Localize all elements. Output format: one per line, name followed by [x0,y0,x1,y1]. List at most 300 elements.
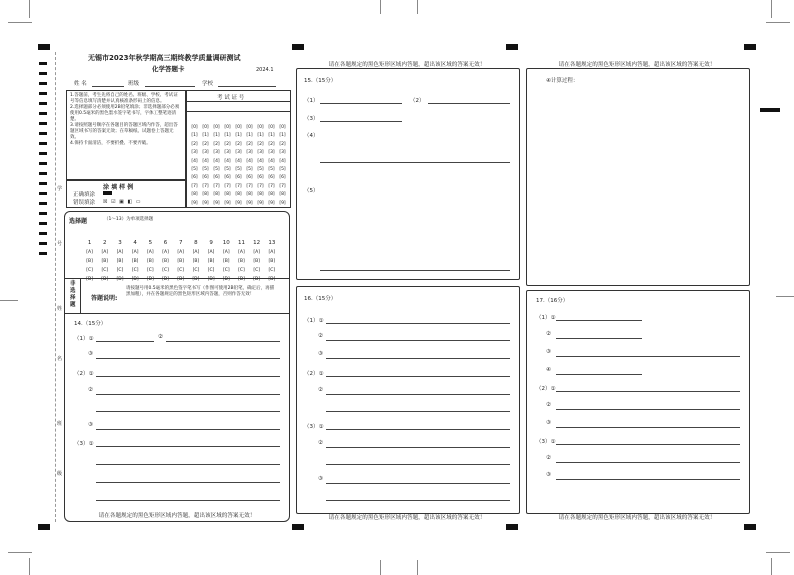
mc-option-bubble[interactable]: [B] [268,259,276,264]
exam-id-bubble[interactable]: [0] [257,125,264,130]
exam-id-bubble[interactable]: [2] [257,141,264,147]
q17-title: 17.（16分） [536,298,569,304]
mc-question-number: 10 [222,240,230,246]
exam-id-bubble[interactable]: [2] [202,141,209,147]
timing-mark [39,182,47,185]
divider [187,111,290,112]
mc-question-number: 4 [133,240,137,246]
fill-sample-title: 涂 填 样 例 [103,184,134,191]
answer-line[interactable] [556,462,740,463]
divider [187,101,290,102]
fill-sample-box [66,180,186,208]
boundary-notice: 请在各题规定的黑色矩形区域内答题，超出该区域的答案无效！ [328,62,486,68]
q17-part: ② [546,455,551,461]
exam-id-bubble[interactable]: [4] [246,158,253,164]
school-label: 学校 [202,81,214,87]
exam-id-bubble[interactable]: [6] [191,175,198,181]
mc-option-bubble[interactable]: [A] [222,250,230,255]
q15-part: （3） [304,116,319,122]
mc-option-bubble[interactable]: [A] [162,250,169,255]
mc-option-bubble[interactable]: [A] [101,250,109,255]
exam-id-bubble[interactable]: [5] [246,166,253,172]
exam-id-bubble[interactable]: [0] [191,125,198,130]
q16-part: ③ [318,476,323,482]
exam-id-bubble[interactable]: [2] [268,141,275,147]
exam-id-bubble[interactable]: [7] [235,183,242,189]
exam-id-bubble[interactable]: [8] [257,192,264,198]
q14-part: （1）① [74,336,94,342]
mc-question-number: 12 [253,240,261,246]
exam-id-bubble[interactable]: [5] [213,166,220,172]
exam-id-bubble[interactable]: [4] [268,158,275,164]
exam-id-bubble[interactable]: [8] [202,192,209,198]
exam-id-bubble[interactable]: [5] [268,166,275,172]
exam-id-bubble[interactable]: [7] [224,183,231,189]
mc-option-bubble[interactable]: [A] [147,250,154,255]
margin-label: 号 [57,241,63,247]
timing-mark [39,122,47,125]
mc-section [66,214,286,282]
q17-part: ④ [546,367,551,373]
wrong-fill-example: ☒ ☑ ▣ ◧ ▭ [103,199,142,205]
answer-line[interactable] [326,323,510,324]
exam-id-bubble[interactable]: [7] [246,183,253,189]
exam-id-bubble[interactable]: [5] [235,166,242,172]
mc-option-bubble[interactable]: [C] [222,268,230,273]
exam-id-row [189,121,289,139]
exam-id-bubble[interactable]: [9] [279,200,286,206]
mc-option-bubble[interactable]: [C] [207,268,215,273]
exam-id-bubble[interactable]: [8] [246,192,253,198]
answer-line[interactable] [326,447,510,448]
exam-id-row [189,155,289,172]
exam-id-bubble[interactable]: [1] [246,133,253,139]
crop-mark [0,300,18,301]
exam-id-bubble[interactable]: [8] [268,192,275,198]
exam-id-bubble[interactable]: [8] [224,192,231,198]
instruction-list [67,91,185,149]
q15-continued-box [526,68,750,286]
q16-title: 16.（15分） [304,296,337,302]
instruction-item: 3.请按照题号顺序在各题目的答题区域内作答，超出答题区域书写的答案无效；在草稿纸、试题卷上答题无效。 [70,123,178,140]
exam-id-bubble[interactable]: [3] [257,150,264,156]
q17-part: ③ [546,420,551,426]
wrong-fill-label: 错误填涂 [73,200,96,206]
q16-part: ② [318,387,323,393]
q15-part: （1） [304,98,319,104]
mc-note: （1～13）为单项选择题 [104,217,154,222]
crop-mark [771,558,772,575]
name-field[interactable] [92,86,124,87]
exam-id-row [189,189,289,206]
exam-id-bubble[interactable]: [5] [202,166,209,172]
crop-mark [8,22,32,23]
name-label: 姓 名 [74,81,87,87]
answer-line[interactable] [96,358,280,359]
exam-id-bubble[interactable]: [0] [224,125,231,130]
q17-part: ② [546,402,551,408]
exam-id-bubble[interactable]: [1] [235,133,242,139]
timing-mark [39,132,47,135]
exam-id-bubble[interactable]: [1] [213,133,220,139]
answer-line[interactable] [320,121,402,122]
mc-option-bubble[interactable]: [A] [116,250,124,255]
q14-part: ② [158,334,163,340]
answer-line[interactable] [556,479,740,480]
exam-id-bubble[interactable]: [3] [235,150,242,156]
answer-line[interactable] [556,427,740,428]
mc-question-number: 2 [103,240,107,246]
mc-option-bubble[interactable]: [C] [253,268,260,273]
answer-line[interactable] [96,429,280,430]
exam-id-bubble[interactable]: [0] [279,125,286,130]
answer-line[interactable] [326,411,510,412]
mc-grid[interactable] [82,229,286,282]
q15-part: （5） [304,188,319,194]
mc-title: 选择题 [69,218,88,225]
exam-id-bubble[interactable]: [6] [202,175,209,181]
mc-question-number: 5 [148,240,153,246]
timing-mark [39,92,47,95]
class-field[interactable] [145,86,195,87]
answer-line[interactable] [326,464,510,465]
exam-date: 2024.1 [256,67,274,73]
mc-option-bubble[interactable]: [A] [192,250,200,255]
mc-option-bubble[interactable]: [A] [131,250,139,255]
exam-id-bubble[interactable]: [0] [213,125,220,130]
exam-id-bubble[interactable]: [9] [235,200,242,206]
exam-id-bubble[interactable]: [9] [246,200,253,206]
divider [80,279,81,313]
answer-line[interactable] [326,394,510,395]
exam-id-bubble[interactable]: [4] [202,158,209,164]
answer-line[interactable] [96,341,154,342]
exam-id-bubble[interactable]: [1] [224,133,231,139]
exam-id-bubble[interactable]: [1] [268,133,275,139]
mc-option-bubble[interactable]: [C] [238,268,245,273]
exam-id-bubble[interactable]: [7] [213,183,220,189]
correct-fill-example [103,191,112,195]
exam-id-bubble[interactable]: [2] [224,141,231,147]
exam-id-row [189,138,289,156]
answer-line[interactable] [556,356,740,357]
answer-line[interactable] [320,103,402,104]
answer-line[interactable] [326,483,510,484]
boundary-notice: 请在各题规定的黑色矩形区域内答题，超出该区域的答案无效！ [98,513,256,519]
answer-line[interactable] [326,429,510,430]
mc-option-bubble[interactable]: [C] [192,268,200,273]
nonmc-side-label: 非选择题 [70,281,76,308]
q15-part: （4） [304,133,319,139]
divider [64,313,290,314]
mc-question-number: 1 [87,240,92,246]
exam-id-bubble[interactable]: [7] [257,183,264,189]
exam-id-grid[interactable] [189,113,289,206]
q17-part: ③ [546,349,551,355]
exam-id-bubble[interactable]: [8] [213,192,220,198]
exam-id-bubble[interactable]: [6] [224,175,231,181]
exam-id-bubble[interactable]: [0] [268,125,275,130]
page-title: 无锡市2023年秋学期高三期终教学质量调研测试 [88,54,241,62]
position-mark [38,44,50,50]
mc-option-bubble[interactable]: [C] [162,268,169,273]
mc-option-bubble[interactable]: [D] [268,277,276,282]
exam-id-bubble[interactable]: [9] [213,200,220,206]
mc-option-bubble[interactable]: [A] [207,250,215,255]
answer-line[interactable] [96,376,280,377]
mc-option-bubble[interactable]: [D] [222,277,230,282]
mc-option-bubble[interactable]: [C] [116,268,124,273]
instruction-item: 2.选择题部分必须使用2B铅笔填涂；非选择题部分必须使用0.5毫米的黑色墨水签字笔书写，字体工整笔迹清楚。 [70,105,180,122]
answer-line[interactable] [96,482,280,483]
mc-option-bubble[interactable]: [D] [131,277,139,282]
timing-mark [39,222,47,225]
q14-title: 14.（15分） [74,321,107,327]
instruction-item: 4.保持卡面清洁，不要折叠、不要弄破。 [70,141,151,146]
exam-id-bubble[interactable]: [4] [191,158,198,164]
exam-id-bubble[interactable]: [6] [279,175,286,181]
exam-id-bubble[interactable]: [7] [268,183,275,189]
exam-id-bubble[interactable]: [2] [235,141,242,147]
mc-option-bubble[interactable]: [C] [147,268,154,273]
mc-number-row [82,229,286,246]
mc-option-bubble[interactable]: [B] [177,259,185,264]
mc-option-bubble[interactable]: [A] [268,250,276,255]
exam-id-bubble[interactable]: [9] [268,200,275,206]
mc-option-bubble[interactable]: [D] [146,277,154,282]
exam-id-bubble[interactable]: [5] [191,166,198,172]
exam-id-bubble[interactable]: [1] [191,133,198,139]
mc-option-bubble[interactable]: [B] [131,259,139,264]
mc-question-number: 7 [178,240,183,246]
mc-option-bubble[interactable]: [B] [116,259,124,264]
mc-option-bubble[interactable]: [D] [207,277,215,282]
mc-option-bubble[interactable]: [C] [101,268,109,273]
mc-option-bubble[interactable]: [A] [238,250,245,255]
answer-line[interactable] [166,341,280,342]
timing-mark [39,202,47,205]
nonmc-label: 答题说明: [91,295,118,302]
mc-option-bubble[interactable]: [D] [177,277,185,282]
exam-id-bubble[interactable]: [7] [202,183,209,189]
mc-option-bubble[interactable]: [B] [162,259,169,264]
mc-option-bubble[interactable]: [D] [116,277,124,282]
q16-part: ② [318,333,323,339]
exam-id-bubble[interactable]: [7] [279,183,286,189]
exam-id-bubble[interactable]: [4] [235,158,242,164]
instructions-box [66,90,186,180]
timing-mark [39,72,47,75]
exam-id-bubble[interactable]: [6] [257,175,264,181]
exam-id-bubble[interactable]: [2] [279,141,286,147]
exam-id-bubble[interactable]: [8] [191,192,198,198]
exam-id-bubble[interactable]: [0] [235,125,242,130]
position-mark [744,524,756,530]
q14-part: ③ [88,422,93,428]
exam-id-bubble[interactable]: [3] [213,150,220,156]
exam-id-bubble[interactable]: [5] [257,166,264,172]
exam-id-bubble[interactable]: [4] [213,158,220,164]
exam-id-bubble[interactable]: [8] [279,192,286,198]
exam-id-bubble[interactable]: [4] [224,158,231,164]
calc-process-label: ④计算过程： [546,78,579,84]
exam-id-bubble[interactable]: [1] [279,133,286,139]
mc-option-bubble[interactable]: [B] [222,259,230,264]
q16-box [296,286,520,514]
crop-mark [29,0,30,18]
exam-id-row [189,147,289,164]
margin-label: 班 [57,421,63,427]
answer-line[interactable] [320,270,510,271]
answer-line[interactable] [428,103,510,104]
exam-id-bubble[interactable]: [3] [246,150,253,156]
exam-id-bubble[interactable]: [2] [246,141,253,147]
mc-option-bubble[interactable]: [B] [207,259,215,264]
exam-id-bubble[interactable]: [5] [224,166,231,172]
mc-option-bubble[interactable]: [D] [101,277,109,282]
exam-id-bubble[interactable]: [4] [279,158,286,164]
position-mark [744,44,756,50]
crop-mark [771,0,772,18]
answer-line[interactable] [326,340,510,341]
q16-part: ③ [318,351,323,357]
answer-line[interactable] [96,464,280,465]
timing-mark [39,192,47,195]
answer-line[interactable] [556,409,740,410]
mc-option-bubble[interactable]: [D] [162,277,170,282]
exam-id-bubble[interactable]: [9] [257,200,264,206]
exam-id-bubble[interactable]: [3] [224,150,231,156]
mc-option-bubble[interactable]: [C] [86,268,93,273]
crop-mark [417,560,418,575]
mc-option-bubble[interactable]: [B] [86,259,93,264]
exam-id-bubble[interactable]: [3] [202,150,209,156]
crop-mark [766,22,790,23]
mc-option-bubble[interactable]: [B] [147,259,154,264]
exam-id-bubble[interactable]: [9] [202,200,209,206]
mc-option-bubble[interactable]: [B] [101,259,109,264]
mc-question-number: 13 [268,240,276,246]
exam-id-bubble[interactable]: [6] [235,175,242,181]
correct-fill-label: 正确填涂 [73,192,96,198]
answer-line[interactable] [96,411,280,412]
exam-id-bubble[interactable]: [8] [235,192,242,198]
crop-mark [380,0,381,14]
timing-marks [39,62,47,262]
timing-mark [39,242,47,245]
mc-option-bubble[interactable]: [D] [237,277,245,282]
answer-line[interactable] [96,446,280,447]
q14-part: （2）① [74,371,94,377]
exam-id-bubble[interactable]: [4] [257,158,264,164]
timing-mark [39,252,47,255]
timing-mark [39,102,47,105]
q16-part: （1）① [304,318,324,324]
q15-part: （2） [410,98,425,104]
answer-line[interactable] [556,391,740,392]
answer-line[interactable] [556,374,642,375]
margin-label: 级 [57,471,63,477]
exam-id-bubble[interactable]: [0] [202,125,209,130]
mc-question-number: 11 [237,240,245,246]
exam-id-bubble[interactable]: [2] [213,141,220,147]
exam-id-row [189,180,289,198]
exam-id-bubble[interactable]: [1] [257,133,264,139]
exam-id-bubble[interactable]: [6] [213,175,220,181]
exam-id-row [189,172,289,189]
mc-option-bubble[interactable]: [D] [86,277,94,282]
mc-option-bubble[interactable]: [B] [238,259,245,264]
answer-line[interactable] [96,394,280,395]
answer-line[interactable] [326,358,510,359]
mc-option-bubble[interactable]: [A] [86,250,93,255]
exam-id-bubble[interactable]: [3] [191,150,198,156]
exam-id-box [186,90,291,208]
q17-box [526,290,750,514]
mc-question-number: 8 [194,240,198,246]
exam-id-bubble[interactable]: [9] [191,200,198,206]
answer-line[interactable] [326,376,510,377]
mc-option-bubble[interactable]: [B] [253,259,260,264]
exam-id-bubble[interactable]: [6] [268,175,275,181]
mc-option-row [82,238,286,255]
exam-id-bubble[interactable]: [9] [224,200,231,206]
mc-option-bubble[interactable]: [B] [192,259,200,264]
exam-id-bubble[interactable]: [5] [279,166,286,172]
position-mark [506,524,518,530]
mc-option-bubble[interactable]: [C] [268,268,276,273]
mc-question-number: 3 [118,240,122,246]
exam-id-bubble[interactable]: [6] [246,175,253,181]
exam-id-bubble[interactable]: [3] [268,150,275,156]
binding-line [55,52,56,522]
timing-mark [39,162,47,165]
nonmc-text: 请按题号用0.5毫米的黑色签字笔书写（作图可使用2B铅笔，确定后，再描黑加粗），并在各题规定的黑色矩形区域内答题，否则作答无效！ [126,286,275,297]
timing-mark [39,62,47,65]
crop-mark [417,0,418,14]
exam-id-bubble[interactable]: [0] [246,125,253,130]
position-mark [506,44,518,50]
mc-option-row [82,256,286,273]
mc-option-bubble[interactable]: [A] [253,250,260,255]
crop-mark [766,552,790,553]
answer-line[interactable] [96,500,280,501]
boundary-notice: 请在各题规定的黑色矩形区域内答题，超出该区域的答案无效！ [558,515,716,521]
exam-id-bubble[interactable]: [7] [191,183,198,189]
q14-part: ② [88,387,93,393]
mc-option-bubble[interactable]: [D] [192,277,200,282]
exam-id-bubble[interactable]: [2] [191,141,198,147]
q14-part: （3）① [74,441,94,447]
answer-line[interactable] [556,338,642,339]
timing-mark [39,152,47,155]
mc-option-bubble[interactable]: [C] [177,268,185,273]
answer-line[interactable] [326,500,510,501]
margin-label: 姓 [57,306,63,312]
school-field[interactable] [218,86,276,87]
answer-line[interactable] [556,320,642,321]
mc-option-bubble[interactable]: [A] [177,250,185,255]
mc-option-bubble[interactable]: [C] [131,268,139,273]
position-mark [292,44,304,50]
exam-id-bubble[interactable]: [3] [279,150,286,156]
answer-line[interactable] [556,444,740,445]
answer-line[interactable] [320,162,510,163]
crop-mark [29,558,30,575]
mc-option-bubble[interactable]: [D] [253,277,261,282]
exam-id-bubble[interactable]: [1] [202,133,209,139]
instruction-item: 1.答题前，考生先将自己的姓名、班级、学校、考试证号等信息填写清楚并认真核准条形码上的信息。 [70,93,178,104]
